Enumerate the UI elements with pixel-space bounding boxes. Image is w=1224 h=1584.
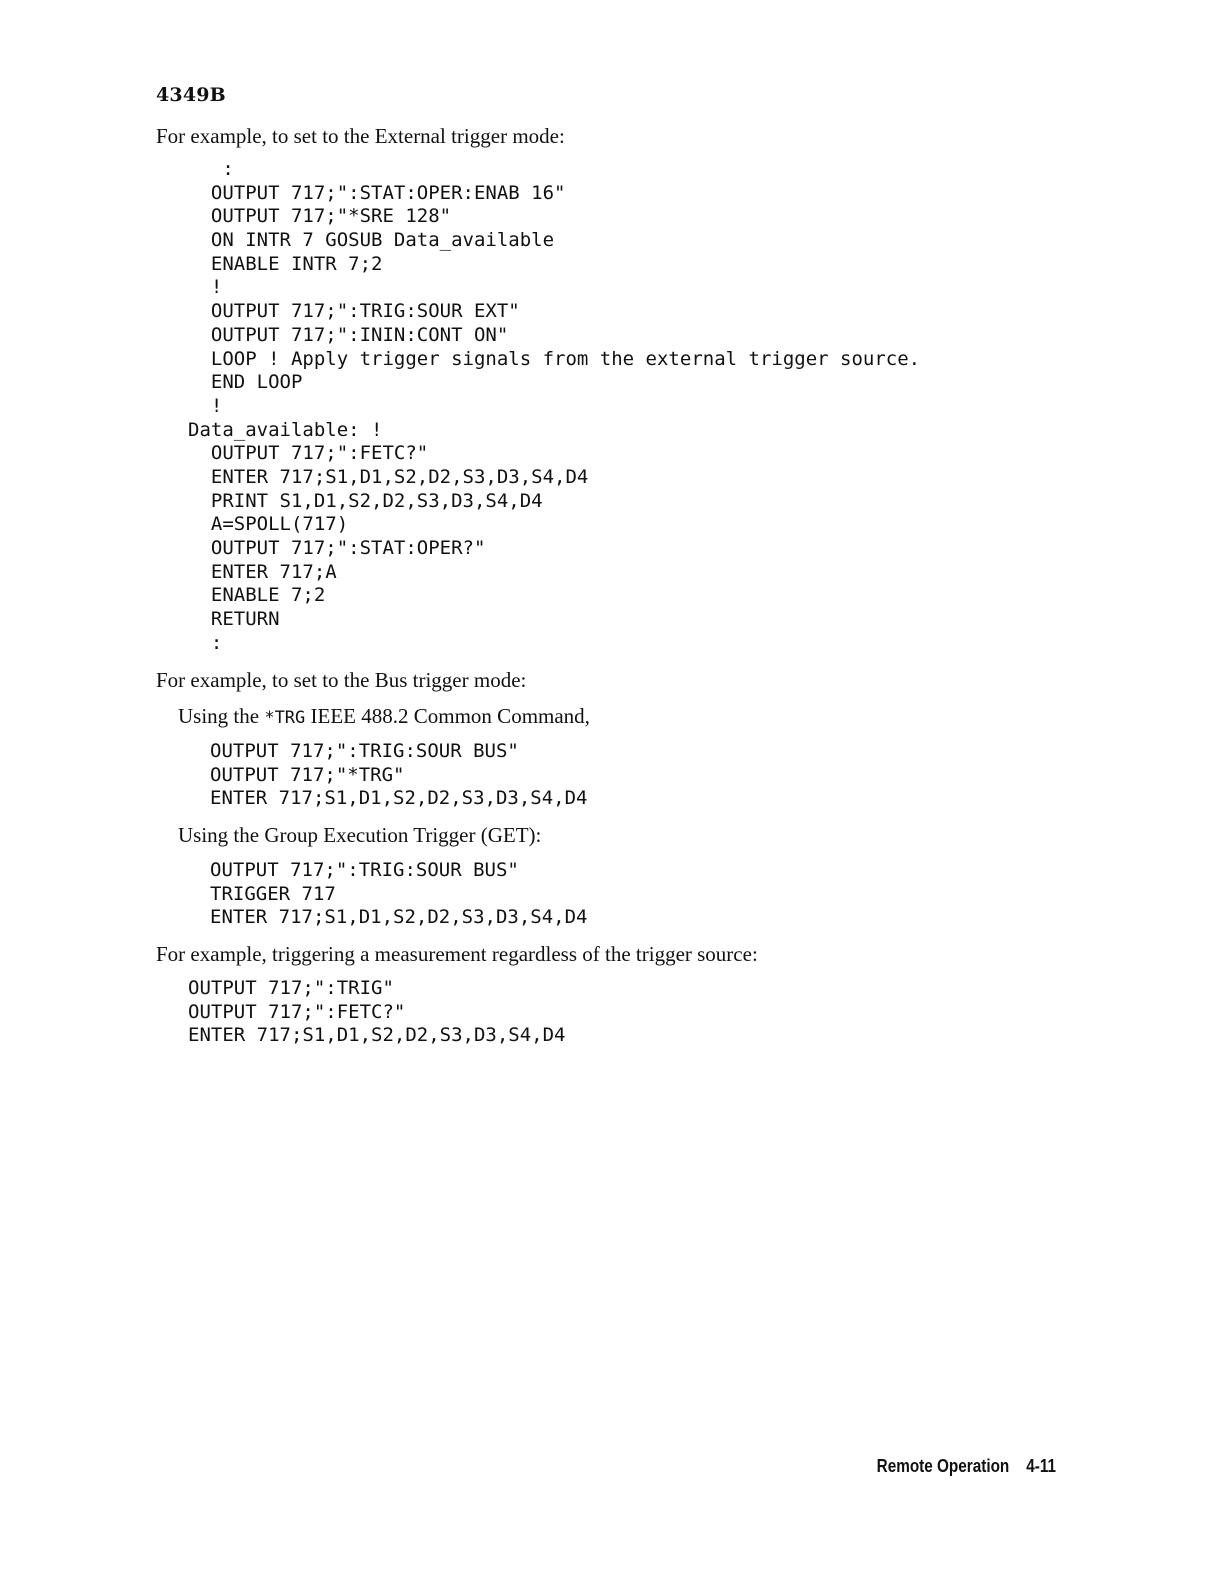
- code-line: OUTPUT 717;":TRIG:SOUR BUS": [210, 740, 519, 762]
- trg-command: *TRG: [264, 708, 306, 728]
- bus-trg-code-block: [210, 740, 588, 811]
- page-footer: [877, 1456, 1056, 1477]
- footer-section-title: Remote Operation: [876, 1456, 1010, 1476]
- code-line: OUTPUT 717;":TRIG": [188, 977, 394, 999]
- code-line: Data_available: !: [188, 418, 383, 441]
- external-code-block: [188, 158, 920, 655]
- code-line: END LOOP: [188, 371, 303, 394]
- regardless-code-block: [188, 977, 566, 1048]
- regardless-intro: For example, triggering a measurement regardless of the trigger source:: [156, 942, 758, 966]
- bus-get-code-block: [210, 859, 588, 930]
- trg-prefix: Using the: [178, 704, 265, 728]
- code-line: :: [188, 631, 223, 654]
- code-line: OUTPUT 717;":FETC?": [188, 442, 429, 465]
- bus-intro: For example, to set to the Bus trigger mode:: [156, 668, 527, 692]
- bus-get-description: Using the Group Execution Trigger (GET):: [178, 823, 542, 847]
- code-line: OUTPUT 717;"*SRE 128": [188, 205, 452, 228]
- code-line: OUTPUT 717;":TRIG:SOUR BUS": [210, 859, 519, 881]
- code-line: LOOP ! Apply trigger signals from the external trigger source.: [188, 347, 921, 370]
- code-line: OUTPUT 717;":ININ:CONT ON": [188, 323, 509, 346]
- code-line: OUTPUT 717;":STAT:OPER?": [188, 537, 486, 559]
- code-line: ENTER 717;S1,D1,S2,D2,S3,D3,S4,D4: [210, 906, 588, 929]
- code-line: OUTPUT 717;"*TRG": [210, 763, 405, 786]
- code-line: ENABLE 7;2: [188, 584, 326, 607]
- code-line: OUTPUT 717;":STAT:OPER:ENAB 16": [188, 181, 566, 204]
- code-line: ENTER 717;A: [188, 560, 337, 583]
- code-line: RETURN: [188, 608, 280, 631]
- code-line: ENTER 717;S1,D1,S2,D2,S3,D3,S4,D4: [188, 1024, 566, 1047]
- code-line: TRIGGER 717: [210, 882, 336, 905]
- code-line: !: [188, 394, 223, 417]
- code-line: ENTER 717;S1,D1,S2,D2,S3,D3,S4,D4: [188, 465, 589, 488]
- code-line: OUTPUT 717;":TRIG:SOUR EXT": [188, 300, 520, 323]
- model-header: 4349B: [156, 84, 226, 106]
- code-line: ENABLE INTR 7;2: [188, 252, 383, 275]
- code-line: OUTPUT 717;":FETC?": [188, 1000, 406, 1023]
- code-line: A=SPOLL(717): [188, 513, 349, 536]
- external-intro: For example, to set to the External trigger mode:: [156, 124, 565, 148]
- code-line: ON INTR 7 GOSUB Data_available: [188, 229, 555, 252]
- code-line: PRINT S1,D1,S2,D2,S3,D3,S4,D4: [188, 489, 543, 512]
- code-line: ENTER 717;S1,D1,S2,D2,S3,D3,S4,D4: [210, 787, 588, 810]
- trg-suffix: IEEE 488.2 Common Command,: [305, 704, 590, 728]
- code-line: :: [188, 158, 234, 180]
- code-line: !: [188, 276, 223, 299]
- page-number: 4-11: [1026, 1456, 1056, 1476]
- bus-trg-description: [178, 704, 590, 730]
